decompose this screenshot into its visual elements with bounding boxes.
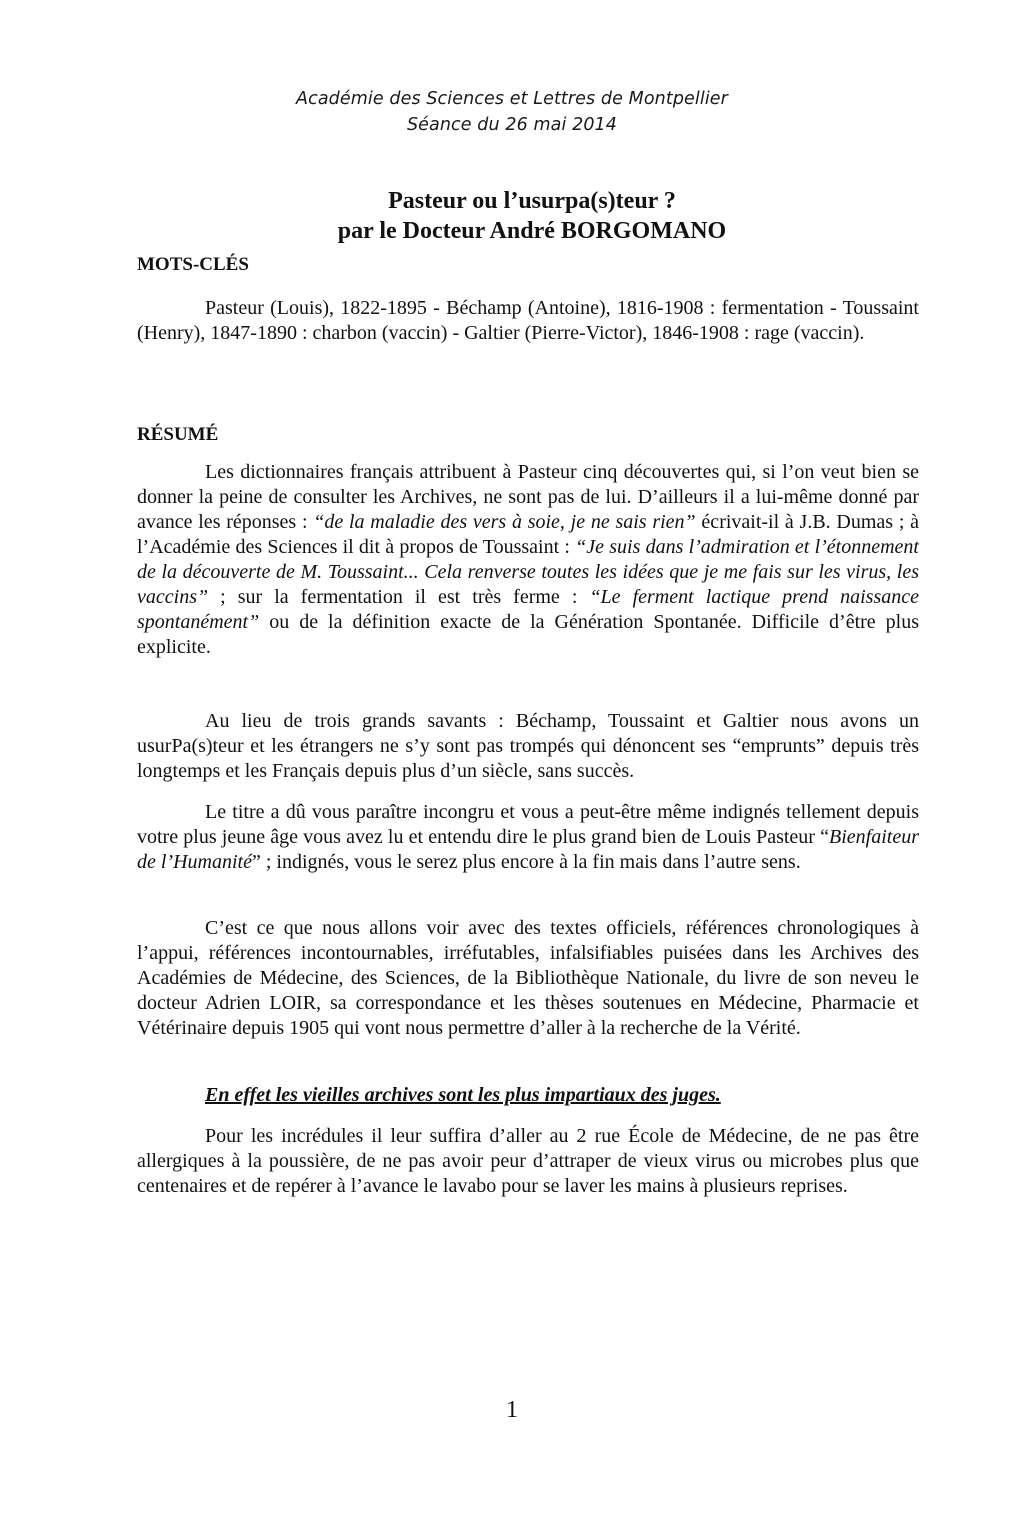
summary-paragraph-3 (137, 800, 919, 875)
paragraph: Au lieu de trois grands savants : Béchamp, Toussaint et Galtier nous avons un usurPa(s)teur et les étrangers ne s’y sont pas trompés qui dénoncent ses “emprunts” depuis très longtemps et les Français depuis plus d’un siècle, sans succès. (137, 710, 919, 782)
text-run: écrivait-il à J.B. Dumas ; à l’Académie des Sciences il dit à propos de Toussaint : (137, 511, 919, 558)
summary-heading: RÉSUMÉ (137, 424, 219, 445)
text-run: Les dictionnaires français attribuent à Pasteur cinq découvertes qui, si l’on veut bien se donner la peine de consulter les Archives, ne sont pas de lui. D’ailleurs il a lui-même donné par avance les réponses : (137, 461, 919, 533)
text-run: ou de la définition exacte de la Génération Spontanée. Difficile d’être plus explicite. (137, 611, 919, 658)
document-title: Pasteur ou l’usurpa(s)teur ? (388, 188, 676, 214)
text-run: ; sur la fermentation il est très ferme : (208, 586, 590, 608)
quote-lactic-ferment: “Le ferment lactique prend naissance spontanément” (137, 586, 920, 633)
quote-silkworm: “de la maladie des vers à soie, je ne sais rien” (313, 511, 696, 533)
paragraph: C’est ce que nous allons voir avec des textes officiels, références chronologiques à l’appui, références incontournables, irréfutables, infalsifiables puisées dans les Archives des Académies de Médecine, des Sciences, de la Bibliothèque Nationale, du livre de son neveu le docteur Adrien LOIR, sa correspondance et les thèses soutenues en Médecine, Pharmacie et Vétérinaire depuis 1905 qui vont nous permettre d’aller à la recherche de la Vérité. (137, 917, 919, 1039)
summary-paragraph-5 (137, 1124, 919, 1199)
page-header (0, 86, 1024, 138)
keywords-text: Pasteur (Louis), 1822-1895 - Béchamp (Antoine), 1816-1908 : fermentation - Toussaint (Henry), 1847-1890 : charbon (vaccin) - Galtier (Pierre-Victor), 1846-1908 : rage (vaccin). (137, 297, 919, 344)
quote-toussaint: “Je suis dans l’admiration et l’étonnement de la découverte de M. Toussaint... Cela renverse toutes les idées que je me fais sur les virus, les vaccins” (137, 536, 919, 608)
session-date: Séance du 26 mai 2014 (406, 115, 618, 135)
summary-paragraph-4 (137, 916, 919, 1041)
page-number: 1 (506, 1397, 518, 1423)
document-author: par le Docteur André BORGOMANO (337, 218, 727, 244)
paragraph: Pour les incrédules il leur suffira d’aller au 2 rue École de Médecine, de ne pas être allergiques à la poussière, de ne pas avoir peur d’attraper de vieux virus ou microbes plus que centenaires et de repérer à l’avance le lavabo pour se laver les mains à plusieurs reprises. (137, 1125, 919, 1197)
paragraph (137, 800, 919, 875)
quote-benefactor: Bienfaiteur de l’Humanité (137, 826, 919, 873)
summary-paragraph-2 (137, 709, 919, 784)
institution-name: Académie des Sciences et Lettres de Montpellier (296, 89, 728, 109)
keywords-heading: MOTS-CLÉS (137, 254, 249, 275)
title-block (0, 186, 1024, 246)
text-run: Le titre a dû vous paraître incongru et vous a peut-être même indignés tellement depuis votre plus jeune âge vous avez lu et entendu dire le plus grand bien de Louis Pasteur “ (137, 801, 919, 848)
summary-paragraph-1 (137, 460, 919, 660)
callout-statement: En effet les vieilles archives sont les plus impartiaux des juges. (205, 1084, 721, 1106)
keywords-section (137, 296, 919, 346)
text-run: ” ; indignés, vous le serez plus encore à la fin mais dans l’autre sens. (251, 851, 801, 873)
paragraph (137, 460, 919, 660)
